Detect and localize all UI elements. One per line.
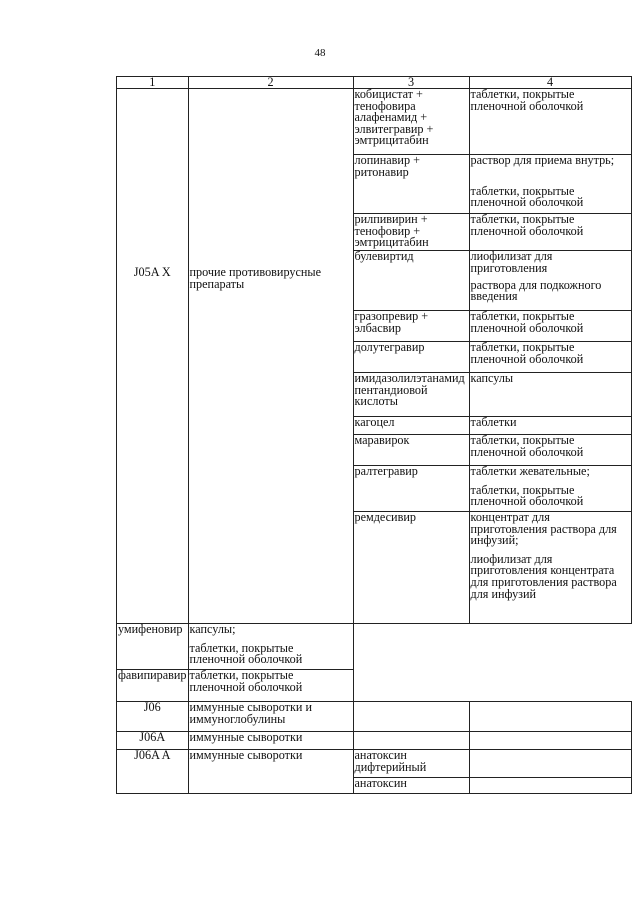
dosage-form: таблетки, покрытые пленочной оболочкой — [469, 435, 631, 466]
drug-name — [117, 624, 189, 670]
atc-code: J06A A — [117, 750, 189, 794]
dosage-form: капсулы; — [189, 622, 236, 636]
group-name: иммунные сыворотки — [188, 750, 353, 794]
drug-name: фавипиравир — [117, 670, 189, 702]
drug-name: маравирок — [353, 435, 469, 466]
dosage-form: капсулы — [469, 373, 631, 417]
group-name: прочие противовирусные препараты — [189, 265, 322, 291]
dosage-form: таблетки, покрытые пленочной оболочкой — [469, 342, 631, 373]
page-number: 48 — [314, 47, 326, 59]
drug-name — [353, 702, 469, 732]
header-col-2: 2 — [188, 77, 353, 89]
table-row — [117, 702, 632, 732]
dosage-form: лиофилизат для приготовления — [469, 251, 631, 280]
dosage-form: таблетки, покрытые пленочной оболочкой — [469, 214, 631, 251]
dosage-form: раствор для приема внутрь; — [469, 155, 631, 186]
table-row — [117, 624, 632, 670]
atc-code: J06A — [117, 732, 189, 750]
drug-name — [353, 732, 469, 750]
drug-name-text: умифеновир — [118, 622, 183, 636]
dosage-form: таблетки, покрытые пленочной оболочкой — [469, 311, 631, 342]
table-row — [117, 750, 632, 778]
header-col-4: 4 — [469, 77, 631, 89]
dosage-form — [469, 702, 631, 732]
group-name-cell — [188, 89, 353, 624]
atc-code: J05A X — [133, 265, 171, 279]
drug-name: имидазолилэтанамид пентандиовой кислоты — [353, 373, 469, 417]
dosage-form: таблетки, покрытые пленочной оболочкой — [188, 670, 353, 702]
table-row — [117, 732, 632, 750]
dosage-form: таблетки, покрытые пленочной оболочкой — [469, 186, 631, 214]
dosage-form — [469, 750, 631, 778]
header-col-1: 1 — [117, 77, 189, 89]
dosage-form-cell — [469, 512, 631, 624]
drug-name: анатоксин — [353, 778, 469, 794]
drug-name: гразопревир + элбасвир — [353, 311, 469, 342]
header-col-3: 3 — [353, 77, 469, 89]
drug-name — [353, 512, 469, 624]
group-name: иммунные сыворотки и иммуноглобулины — [188, 702, 353, 732]
dosage-form-cell — [188, 624, 353, 670]
drug-name: кагоцел — [353, 417, 469, 435]
drug-name: булевиртид — [353, 251, 469, 311]
dosage-form — [469, 732, 631, 750]
dosage-form-cell — [469, 466, 631, 512]
drug-name: долутегравир — [353, 342, 469, 373]
table-row — [117, 89, 632, 155]
atc-code: J06 — [117, 702, 189, 732]
dosage-form: раствора для подкожного введения — [469, 280, 631, 311]
drug-name: кобицистат + тенофовира алафенамид + элвитегравир + эмтрицитабин — [353, 89, 469, 155]
dosage-form: таблетки — [469, 417, 631, 435]
table-row — [117, 670, 632, 702]
drug-name — [353, 466, 469, 512]
drug-name-text: ремдесивир — [354, 510, 416, 524]
dosage-form: таблетки, покрытые пленочной оболочкой — [470, 482, 584, 509]
drug-name: анатоксин дифтерийный — [353, 750, 469, 778]
drug-name: рилпивирин + тенофовир + эмтрицитабин — [353, 214, 469, 251]
drug-table — [116, 76, 632, 794]
group-name: иммунные сыворотки — [188, 732, 353, 750]
drug-name-text: ралтегравир — [354, 464, 418, 478]
dosage-form: концентрат для приготовления раствора для инфузий; — [470, 510, 617, 548]
dosage-form: лиофилизат для приготовления концентрата для приготовления раствора для инфузий — [470, 551, 617, 601]
dosage-form: таблетки, покрытые пленочной оболочкой — [469, 89, 631, 155]
atc-code-cell — [117, 89, 189, 624]
drug-name: лопинавир + ритонавир — [353, 155, 469, 214]
dosage-form: таблетки, покрытые пленочной оболочкой — [189, 640, 303, 667]
dosage-form: таблетки жевательные; — [470, 464, 590, 478]
dosage-form — [469, 778, 631, 794]
